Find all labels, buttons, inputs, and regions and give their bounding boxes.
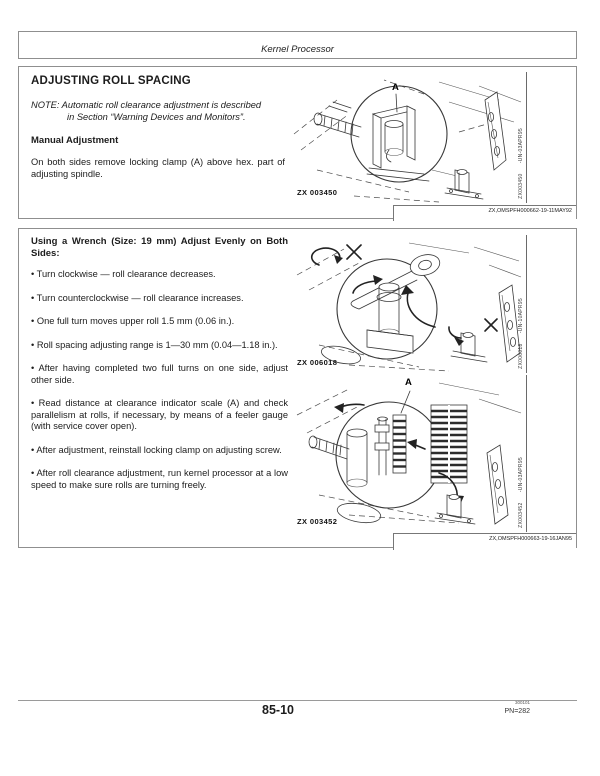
figure-indicator-scale bbox=[289, 375, 527, 532]
footer-part-number: PN=282 bbox=[504, 707, 530, 715]
section-heading: Using a Wrench (Size: 19 mm) Adjust Evenly on Both Sides: bbox=[31, 236, 288, 259]
bullet-item: • Read distance at clearance indicator scale (A) and check parallelism at rolls, if necessary, by means of a feeler gauge (with service cover open). bbox=[31, 398, 288, 431]
figure-wrench-adjustment bbox=[289, 235, 527, 373]
bullet-item: • After roll clearance adjustment, run kernel processor at a low speed to make sure rolls are turning freely. bbox=[31, 468, 288, 490]
figure-side-code: ZX006018 -UN-10APR95 bbox=[518, 298, 524, 369]
bullet-list bbox=[31, 269, 288, 503]
figure-line-art bbox=[289, 72, 526, 203]
figure-caption: ZX,OMSPFH000663-19-16JAN95 bbox=[393, 533, 576, 550]
figure-line-art bbox=[289, 375, 526, 532]
bullet-item: • One full turn moves upper roll 1.5 mm (0.06 in.). bbox=[31, 316, 235, 326]
section-adjusting-roll-spacing bbox=[18, 66, 577, 219]
subsection-heading: Manual Adjustment bbox=[31, 135, 119, 146]
figure-number-label: ZX 003450 bbox=[297, 188, 338, 197]
bullet-item: • Roll spacing adjusting range is 1—30 mm (0.04—1.18 in.). bbox=[31, 339, 278, 350]
note-line-2: in Section “Warning Devices and Monitors”. bbox=[67, 111, 246, 122]
figure-locking-clamp bbox=[289, 72, 527, 203]
bullet-item: • Turn counterclockwise — roll clearance increases. bbox=[31, 292, 244, 303]
running-header bbox=[18, 31, 577, 59]
figure-number-label: ZX 003452 bbox=[297, 517, 338, 526]
figure-line-art bbox=[289, 235, 526, 373]
note-text bbox=[31, 100, 289, 123]
body-paragraph: On both sides remove locking clamp (A) above hex. part of adjusting spindle. bbox=[31, 157, 285, 179]
bullet-item: • Turn clockwise — roll clearance decreases. bbox=[31, 269, 216, 279]
footer-page-number: 85-10 bbox=[262, 703, 294, 717]
callout-a: A bbox=[392, 82, 399, 93]
section-using-a-wrench bbox=[18, 228, 577, 548]
figure-side-code: ZX003452 -UN-03APR95 bbox=[518, 457, 524, 528]
section-title: ADJUSTING ROLL SPACING bbox=[31, 75, 191, 87]
bullet-item: • After having completed two full turns on one side, adjust other side. bbox=[31, 363, 288, 385]
footer-date-code: 300101 bbox=[514, 700, 530, 705]
header-title: Kernel Processor bbox=[261, 44, 334, 55]
figure-number-label: ZX 006018 bbox=[297, 358, 338, 367]
footer-print-info bbox=[430, 701, 530, 715]
bullet-item: • After adjustment, reinstall locking clamp on adjusting screw. bbox=[31, 444, 282, 455]
figure-caption: ZX,OMSPFH000662-19-11MAY92 bbox=[393, 205, 576, 221]
figure-side-code: ZX003450 -UN-03APR95 bbox=[518, 128, 524, 199]
note-line-1: NOTE: Automatic roll clearance adjustment is described bbox=[31, 100, 262, 110]
callout-a: A bbox=[405, 377, 412, 388]
